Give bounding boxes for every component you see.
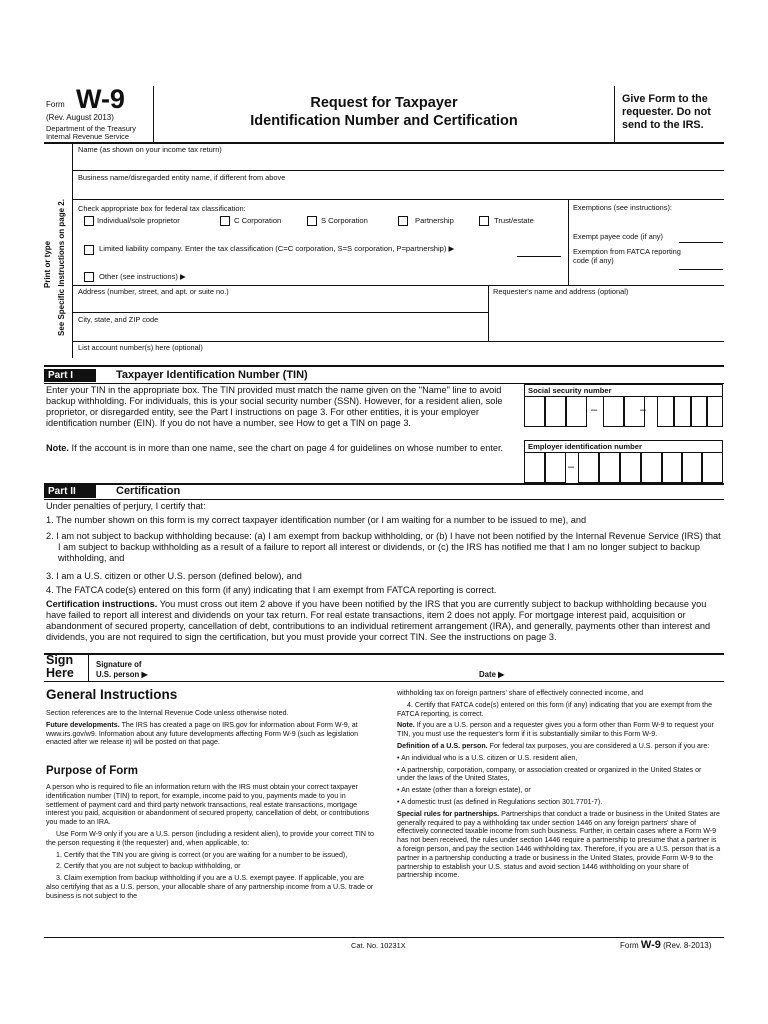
business-name-label: Business name/disregarded entity name, if different from above	[78, 173, 286, 182]
partnership-checkbox[interactable]	[398, 216, 408, 226]
footer-form-id: Form W-9 (Rev. 8-2013)	[620, 939, 712, 951]
account-field[interactable]	[73, 352, 723, 364]
llc-label: Limited liability company. Enter the tax classification (C=C corporation, S=S corporation, P=partnership) ▶	[99, 244, 455, 253]
individual-checkbox[interactable]	[84, 216, 94, 226]
signature-label: Signature of U.S. person ▶	[96, 660, 148, 679]
department-line: Department of the Treasury	[46, 124, 136, 133]
c-corporation-checkbox[interactable]	[220, 216, 230, 226]
certification-item-2: 2. I am not subject to backup withholding because: (a) I am exempt from backup withholding, or (b) I have not been notified by the Internal Revenue Service (IRS) that I am subject to backup withholding as a result of a failure to report all interest or dividends, or (c) the IRS has notified me that I am no longer subject to backup withholding, and	[46, 531, 721, 563]
print-or-type-label: Print or type	[43, 240, 52, 288]
trust-estate-label: Trust/estate	[494, 216, 534, 225]
exempt-payee-label: Exempt payee code (if any)	[573, 232, 663, 241]
name-field[interactable]	[73, 155, 723, 170]
exemptions-label: Exemptions (see instructions):	[573, 203, 672, 212]
city-label: City, state, and ZIP code	[78, 315, 159, 324]
city-field[interactable]	[73, 325, 487, 341]
agency-line: Internal Revenue Service	[46, 132, 129, 141]
purpose-column: A person who is required to file an information return with the IRS must obtain your correct taxpayer identification number (TIN) to report, for example, income paid to you, payments made to you in settlement of payment card and third party network transactions, real estate transactions, mortgage interest you paid, acquisition or abandonment of secured property, cancellation of debt, or contributions you made to an IRA. Use Form W-9 only if you are a U.S. person (including a resident alien), to provide your correct TIN to the person requesting it (the requester) and, when applicable, to: 1. Certify that the TIN you are giving is correct (or you are waiting for a number to be issued), 2. Certify that you are not subject to backup withholding, or 3. Claim exemption from backup withholding if you are a U.S. exempt payee. If applicable, you are also certifying that as a U.S. person, your allocable share of any partnership income from a U.S. trade or business is not subject to the	[46, 783, 374, 900]
requester-field[interactable]	[489, 297, 723, 341]
certification-item-1: 1. The number shown on this form is my correct taxpayer identification number (or I am waiting for a number to be issued to me), and	[46, 515, 587, 525]
requester-label: Requester's name and address (optional)	[493, 287, 629, 296]
see-instructions-label: See Specific Instructions on page 2.	[57, 199, 66, 336]
certification-intro: Under penalties of perjury, I certify that:	[46, 501, 206, 511]
instructions-left-column: Section references are to the Internal Revenue Code unless otherwise noted. Future developments. The IRS has created a page on IRS.gov for information about Form W-9, at www.irs.gov/w9. Information about any future developments affecting Form W-9 (such as legislation enacted after we release it) will be posted on that page.	[46, 709, 359, 747]
llc-classification-input[interactable]	[517, 256, 561, 257]
certification-item-3: 3. I am a U.S. citizen or other U.S. person (defined below), and	[46, 571, 302, 581]
exempt-payee-input[interactable]	[679, 242, 723, 243]
classification-label: Check appropriate box for federal tax classification:	[78, 204, 246, 213]
part-one-tag: Part I	[44, 369, 96, 382]
other-label: Other (see instructions) ▶	[99, 272, 186, 281]
part-one-title: Taxpayer Identification Number (TIN)	[116, 369, 308, 381]
purpose-heading: Purpose of Form	[46, 765, 139, 777]
tin-instructions: Enter your TIN in the appropriate box. The TIN provided must match the name given on the "Name" line to avoid backup withholding. For individuals, this is your social security number (SSN). However, for a resident alien, sole proprietor, or disregarded entity, see the Part I instructions on page 3. For other entities, it is your employer identification number (EIN). If you do not have a number, see How to get a TIN on page 3.	[46, 385, 503, 428]
ssn-label: Social security number	[524, 384, 723, 397]
ein-label: Employer identification number	[524, 440, 723, 453]
individual-label: Individual/sole proprietor	[97, 216, 180, 225]
certification-instructions: Certification instructions. You must cross out item 2 above if you have been notified by the IRS that you are currently subject to backup withholding because you have failed to report all interest and dividends on your tax return. For real estate transactions, item 2 does not apply. For mortgage interest paid, acquisition or abandonment of secured property, cancellation of debt, contributions to an individual retirement arrangement (IRA), and generally, payments other than interest and dividends, you are not required to sign the certification, but you must provide your correct TIN. See the instructions on page 3.	[46, 599, 711, 642]
tin-note: Note. If the account is in more than one name, see the chart on page 4 for guidelines on whose number to enter.	[46, 443, 504, 453]
business-name-field[interactable]	[73, 183, 723, 199]
signature-field[interactable]	[160, 656, 470, 680]
partnership-label: Partnership	[415, 216, 454, 225]
date-label: Date ▶	[479, 670, 505, 679]
account-label: List account number(s) here (optional)	[78, 343, 203, 352]
sign-here-label: Sign Here	[46, 653, 74, 680]
other-checkbox[interactable]	[84, 272, 94, 282]
name-field-label: Name (as shown on your income tax return)	[78, 145, 222, 154]
instructions-right-column: withholding tax on foreign partners' share of effectively connected income, and 4. Certify that FATCA code(s) entered on this form (if any) indicating that you are exempt from the FATCA reporting, is correct. Note. If you are a U.S. person and a requester gives you a form other than Form W-9 to request your TIN, you must use the requester's form if it is substantially similar to this Form W-9. Definition of a U.S. person. For federal tax purposes, you are considered a U.S. person if you are: • An individual who is a U.S. citizen or U.S. resident alien, • A partnership, corporation, company, or association created or organized in the United States or under the laws of the United States, • An estate (other than a foreign estate), or • A domestic trust (as defined in Regulations section 301.7701-7). Special rules for partnerships. Partnerships that conduct a trade or business in the United States are generally required to pay a withholding tax under section 1446 on any foreign partners' share of effectively connected taxable income from such business. Further, in certain cases where a Form W-9 has not been received, the rules under section 1446 require a partnership to presume that a partner is a foreign person, and pay the section 1446 withholding tax. Therefore, if you are a U.S. person that is a partner in a partnership conducting a trade or business in the United States, provide Form W-9 to the partnership to establish your U.S. status and avoid section 1446 withholding on your share of partnership income.	[397, 689, 721, 880]
fatca-code-input[interactable]	[679, 269, 723, 270]
part-two-title: Certification	[116, 485, 181, 497]
form-word: Form	[46, 100, 65, 109]
trust-estate-checkbox[interactable]	[479, 216, 489, 226]
general-instructions-heading: General Instructions	[46, 687, 178, 702]
catalog-number: Cat. No. 10231X	[351, 941, 406, 950]
form-number: W-9	[76, 84, 125, 114]
s-corporation-checkbox[interactable]	[307, 216, 317, 226]
date-field[interactable]	[512, 664, 722, 680]
address-field[interactable]	[73, 297, 487, 312]
certification-item-4: 4. The FATCA code(s) entered on this form (if any) indicating that I am exempt from FATCA reporting is correct.	[46, 585, 497, 595]
c-corporation-label: C Corporation	[234, 216, 282, 225]
address-label: Address (number, street, and apt. or suite no.)	[78, 287, 229, 296]
llc-checkbox[interactable]	[84, 245, 94, 255]
form-title: Request for Taxpayer Identification Number and Certification	[250, 95, 518, 129]
s-corporation-label: S Corporation	[321, 216, 368, 225]
fatca-exemption-label: Exemption from FATCA reporting code (if any)	[573, 247, 681, 265]
revision-date: (Rev. August 2013)	[46, 113, 114, 122]
part-two-tag: Part II	[44, 485, 96, 498]
give-form-notice: Give Form to the requester. Do not send to the IRS.	[622, 93, 711, 131]
